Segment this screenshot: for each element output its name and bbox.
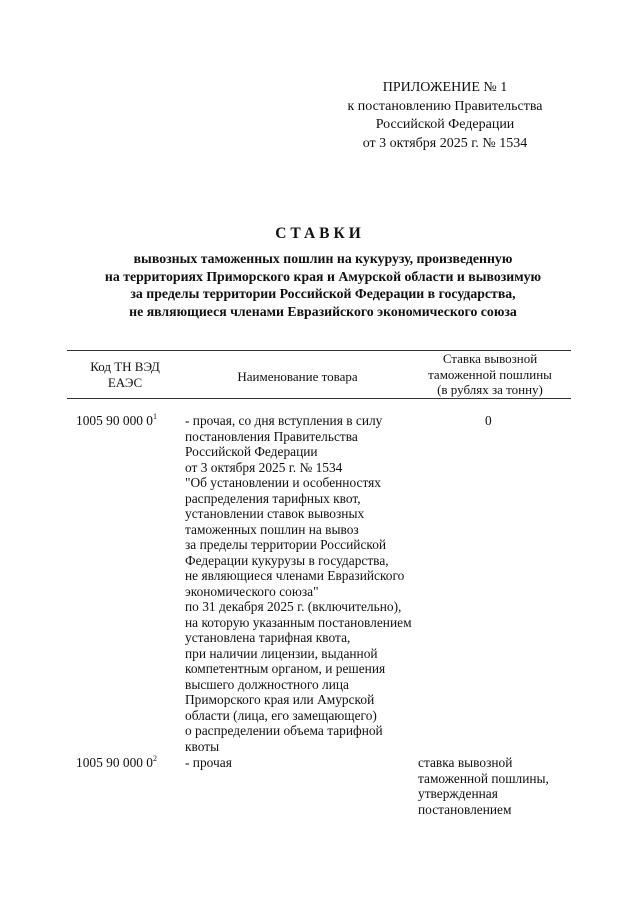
appendix-date: от 3 октября 2025 г. № 1534 (362, 135, 528, 151)
appendix-number: ПРИЛОЖЕНИЕ № 1 (382, 80, 508, 95)
table-row-2-name (185, 755, 232, 771)
name-line: "Об установлении и особенностях (185, 475, 381, 490)
rate-line: утвержденная (418, 786, 498, 801)
footnote-marker: 2 (153, 754, 157, 763)
name-line: от 3 октября 2025 г. № 1534 (185, 459, 343, 475)
name-line: при наличии лицензии, выданной (185, 645, 378, 661)
appendix-header (335, 79, 555, 153)
name-line: Приморского края или Амурской (185, 692, 375, 707)
name-line: по 31 декабря 2025 г. (включительно), (185, 599, 402, 614)
column-header-rate-line: Ставка вывозной (442, 351, 538, 366)
name-line: на которую указанным постановлением (185, 614, 412, 630)
rate-line: постановлением (418, 801, 512, 817)
name-line: распределения тарифных квот, (185, 490, 361, 506)
rate-line: ставка вывозной (418, 755, 513, 770)
subtitle-line: не являющиеся членами Евразийского экономического союза (129, 303, 517, 319)
table-header-rule (67, 398, 571, 399)
appendix-authority: Российской Федерации (375, 117, 515, 132)
name-line: - прочая, со дня вступления в силу (185, 413, 383, 428)
table-row-1-name (185, 413, 412, 754)
name-line: установлена тарифная квота, (185, 630, 351, 645)
name-line: - прочая (185, 755, 232, 770)
name-line: Федерации кукурузы в государства, (185, 552, 389, 568)
name-line: за пределы территории Российской (185, 537, 387, 552)
document-title: СТАВКИ (275, 225, 365, 242)
column-header-code-line: ЕАЭС (107, 374, 143, 390)
column-header-name-text: Наименование товара (237, 369, 358, 384)
name-line: о распределении объема тарифной (185, 723, 383, 738)
name-line: области (лица, его замещающего) (185, 707, 377, 723)
name-line: Российской Федерации (185, 444, 318, 459)
subtitle-line: за пределы территории Российской Федерации в государства, (130, 286, 516, 301)
column-header-name (185, 369, 410, 385)
name-line: не являющиеся членами Евразийского (185, 568, 405, 583)
subtitle-line: вывозных таможенных пошлин на кукурузу, произведенную (133, 251, 513, 266)
column-header-code-line: Код ТН ВЭД (90, 359, 160, 374)
name-line: таможенных пошлин на вывоз (185, 521, 359, 537)
rate-value: 0 (485, 413, 492, 428)
name-line: квоты (185, 738, 220, 754)
document-subtitle (40, 250, 606, 320)
table-row-1-rate (485, 413, 492, 429)
name-line: постановления Правительства (185, 428, 358, 444)
appendix-reference: к постановлению Правительства (347, 98, 543, 114)
table-row-2-rate (418, 755, 549, 817)
column-header-code (70, 359, 180, 390)
name-line: экономического союза" (185, 583, 319, 599)
column-header-rate-line: (в рублях за тонну) (437, 382, 543, 397)
name-line: компетентным органом, и решения (185, 661, 386, 676)
subtitle-line: на территориях Приморского края и Амурской области и вывозимую (104, 268, 542, 284)
hs-code: 1005 90 000 0 (76, 413, 153, 428)
name-line: установлении ставок вывозных (185, 506, 365, 521)
hs-code: 1005 90 000 0 (76, 755, 153, 770)
rate-line: таможенной пошлины, (418, 770, 549, 786)
footnote-marker: 1 (153, 412, 157, 421)
table-row-2-code (76, 755, 157, 771)
table-row-1-code (76, 413, 157, 429)
name-line: высшего должностного лица (185, 676, 349, 692)
column-header-rate (410, 351, 570, 398)
column-header-rate-line: таможенной пошлины (428, 366, 552, 382)
